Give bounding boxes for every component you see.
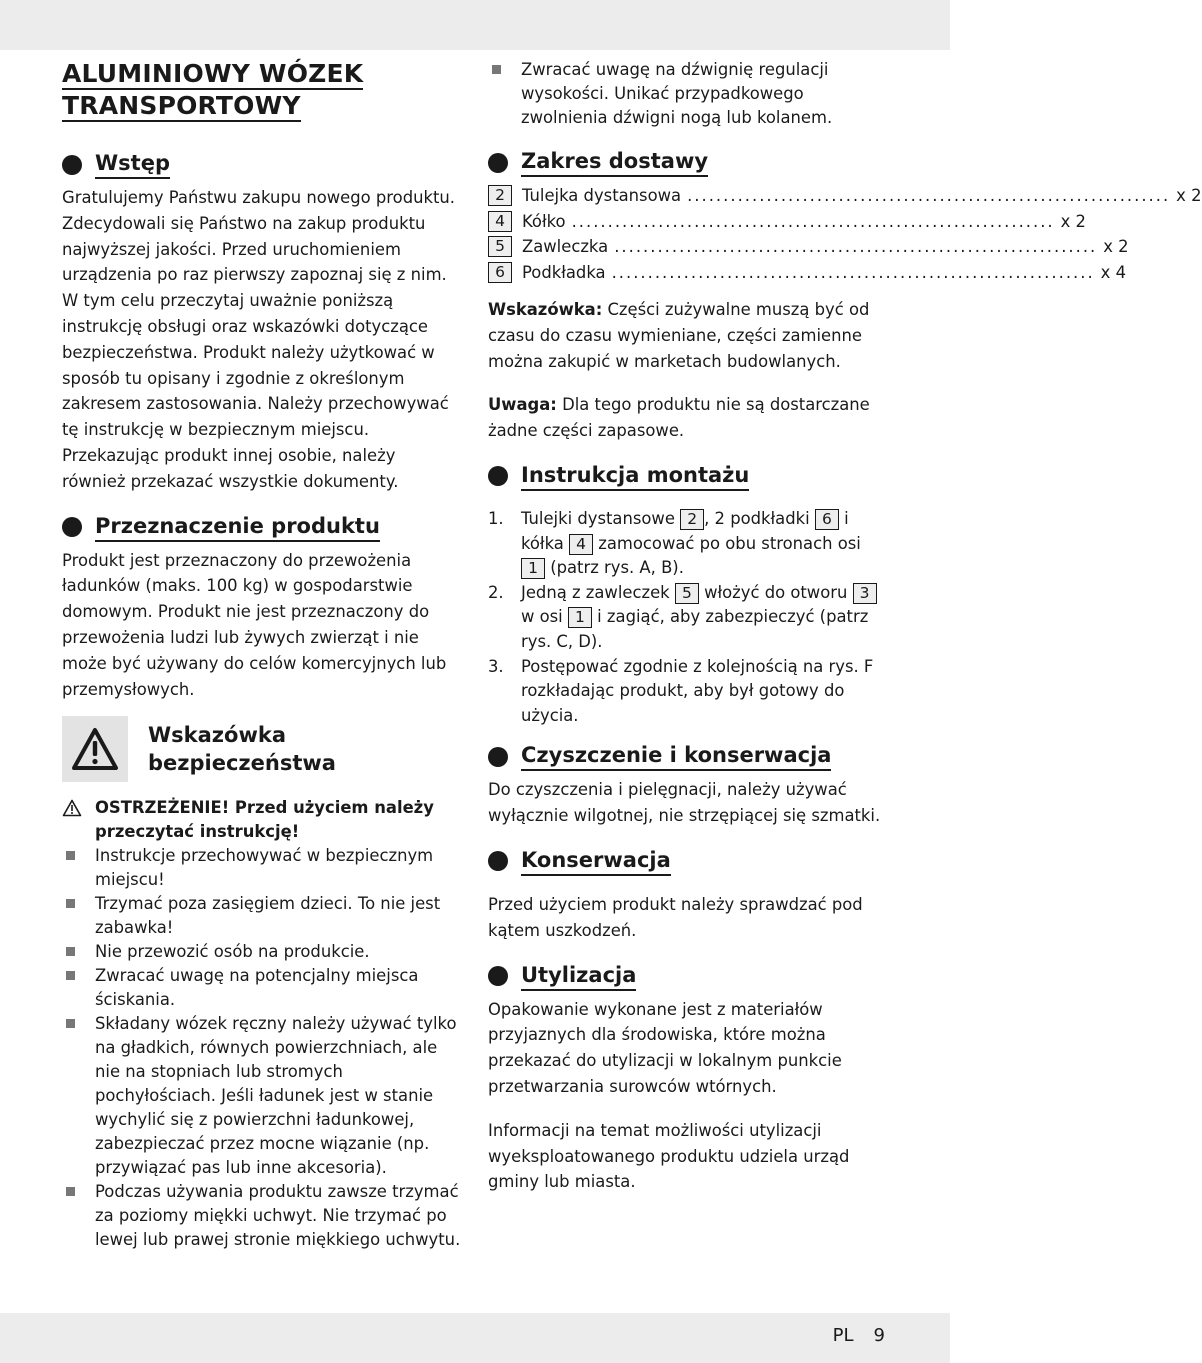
part-name: Zawleczka (522, 237, 609, 257)
bottom-band (0, 1313, 950, 1363)
intro-heading-text: Wstęp (95, 150, 170, 179)
maintenance-text: Przed użyciem produkt należy sprawdzać pod kątem uszkodzeń. (488, 894, 863, 940)
dot-leader: ................................................................... (614, 237, 1098, 257)
part-number: 6 (488, 262, 512, 283)
assembly-step: 3. Postępować zgodnie z kolejnością na rys. F rozkładając produkt, aby był gotowy do użycia. (488, 656, 874, 725)
heading-bullet-icon (488, 466, 508, 486)
safety-heading (62, 716, 462, 782)
part-qty: x 2 (1060, 211, 1086, 231)
part-number: 4 (488, 211, 512, 232)
cleaning-text: Do czyszczenia i pielęgnacji, należy używać wyłącznie wilgotnej, nie strzępiącej się szmatki. (488, 780, 881, 826)
part-reference: 5 (675, 583, 699, 604)
delivery-heading-text: Zakres dostawy (521, 148, 708, 177)
part-reference: 4 (569, 534, 593, 555)
attention-text: Dla tego produktu nie są dostarczane żadne części zapasowe. (488, 395, 870, 441)
maintenance-heading (488, 847, 888, 876)
part-qty: x 2 (1103, 237, 1129, 257)
part-row (488, 260, 1126, 286)
disposal-heading-text: Utylizacja (521, 962, 636, 991)
warning-notice-text: OSTRZEŻENIE! Przed użyciem należy przeczytać instrukcję! (95, 798, 434, 842)
list-item: Zwracać uwagę na potencjalny miejsca ściskania. (62, 964, 462, 1012)
heading-bullet-icon (62, 517, 82, 537)
footer-language: PL (832, 1325, 854, 1346)
warning-small-icon (62, 796, 95, 824)
purpose-text: Produkt jest przeznaczony do przewożenia ładunków (maks. 100 kg) w gospodarstwie domowym. Produkt nie jest przeznaczony do przewożenia ludzi lub żywych zwierząt i nie może być używany do celów komercyjnych lub przemysłowych. (62, 550, 447, 699)
intro-text: Gratulujemy Państwu zakupu nowego produktu. Zdecydowali się Państwo na zakup produktu najwyższej jakości. Przed uruchomieniem urządzenia po raz pierwszy zapoznaj się z nim. W tym celu przeczytaj uważnie poniższą instrukcję obsługi oraz wskazówki dotyczące bezpieczeństwa. Produkt należy użytkować w sposób tu opisany i zgodnie z określonym zakresem zastosowania. Należy przechowywać tę instrukcję w bezpiecznym miejscu. Przekazując produkt innej osobie, należy również przekazać wszystkie dokumenty. (62, 188, 455, 491)
assembly-heading (488, 462, 888, 491)
purpose-heading-text: Przeznaczenie produktu (95, 513, 380, 542)
delivery-attention (488, 392, 888, 444)
part-name: Podkładka (522, 262, 606, 282)
list-item: Zwracać uwagę na dźwignię regulacji wysokości. Unikać przypadkowego zwolnienia dźwigni nogą lub kolanem. (488, 58, 888, 130)
step-number: 2. (488, 582, 504, 602)
part-row (488, 209, 1086, 235)
part-reference: 2 (680, 509, 704, 530)
safety-heading-line-2: bezpieczeństwa (148, 751, 336, 776)
part-row (488, 183, 1202, 209)
safety-list-continued (488, 58, 888, 130)
disposal-heading (488, 962, 888, 991)
disposal-text-1: Opakowanie wykonane jest z materiałów przyjaznych dla środowiska, które można przekazać do utylizacji w lokalnym punkcie przetwarzania surowców wtórnych. (488, 999, 842, 1096)
part-qty: x 2 (1176, 186, 1202, 206)
intro-heading (62, 150, 462, 179)
part-row (488, 234, 1129, 260)
part-number: 2 (488, 185, 512, 206)
part-reference: 6 (815, 509, 839, 530)
step-number: 3. (488, 656, 504, 676)
assembly-step: 1. Tulejki dystansowe 2 , 2 podkładki 6 i kółka 4 zamocować po obu stronach osi 1 (patrz rys. A, B). (488, 508, 861, 578)
heading-bullet-icon (488, 966, 508, 986)
safety-heading-text (148, 721, 336, 777)
assembly-heading-text: Instrukcja montażu (521, 462, 749, 491)
part-number: 5 (488, 236, 512, 257)
cleaning-heading (488, 742, 888, 771)
heading-bullet-icon (488, 153, 508, 173)
part-reference: 1 (521, 558, 545, 579)
note-text: Części zużywalne muszą być od czasu do czasu wymieniane, części zamienne można zakupić w marketach budowlanych. (488, 300, 870, 371)
dot-leader: ................................................................... (611, 262, 1095, 282)
dot-leader: ................................................................... (571, 211, 1055, 231)
list-item: Instrukcje przechowywać w bezpiecznym miejscu! (62, 844, 462, 892)
warning-notice (62, 796, 462, 844)
heading-bullet-icon (62, 155, 82, 175)
list-item: Nie przewozić osób na produkcie. (62, 940, 462, 964)
purpose-heading (62, 513, 462, 542)
title-line-2: TRANSPORTOWY (62, 91, 301, 120)
part-name: Kółko (522, 211, 566, 231)
assembly-steps (488, 507, 888, 728)
note-label: Wskazówka: (488, 300, 603, 319)
part-qty: x 4 (1100, 262, 1126, 282)
right-column (488, 58, 1202, 1195)
part-name: Tulejka dystansowa (522, 186, 682, 206)
safety-heading-line-1: Wskazówka (148, 723, 286, 748)
list-item: Trzymać poza zasięgiem dzieci. To nie jest zabawka! (62, 892, 462, 940)
disposal-text-2: Informacji na temat możliwości utylizacji wyeksploatowanego produktu udziela urząd gminy lub miasta. (488, 1120, 850, 1192)
assembly-step: 2. Jedną z zawleczek 5 włożyć do otworu 3 w osi 1 i zagiąć, aby zabezpieczyć (patrz rys. C, D). (488, 581, 888, 655)
cleaning-heading-text: Czyszczenie i konserwacja (521, 742, 831, 771)
step-number: 1. (488, 508, 504, 528)
footer-page-number: 9 (873, 1325, 885, 1346)
delivery-note (488, 297, 888, 374)
maintenance-heading-text: Konserwacja (521, 847, 671, 876)
page-footer (833, 1325, 885, 1346)
warning-triangle-icon (62, 716, 128, 782)
page-title (62, 58, 462, 122)
parts-list (488, 183, 1202, 285)
attention-label: Uwaga: (488, 395, 557, 415)
safety-list (62, 844, 462, 1252)
part-reference: 1 (568, 607, 592, 628)
dot-leader: ................................................................... (687, 186, 1171, 206)
title-line-1: ALUMINIOWY WÓZEK (62, 59, 364, 88)
list-item: Podczas używania produktu zawsze trzymać za poziomy miękki uchwyt. Nie trzymać po lewej lub prawej stronie miękkiego uchwytu. (62, 1180, 462, 1252)
left-column (62, 58, 462, 1252)
heading-bullet-icon (488, 851, 508, 871)
delivery-heading (488, 148, 888, 177)
top-band (0, 0, 950, 50)
list-item: Składany wózek ręczny należy używać tylko na gładkich, równych powierzchniach, ale nie na stopniach lub stromych pochyłościach. Jeśli ładunek jest w stanie wychylić się z powierzchni ładunkowej, zabezpieczać przez mocne wiązanie (np. przywiązać pas lub inne akcesoria). (62, 1012, 462, 1180)
part-reference: 3 (853, 583, 877, 604)
heading-bullet-icon (488, 747, 508, 767)
